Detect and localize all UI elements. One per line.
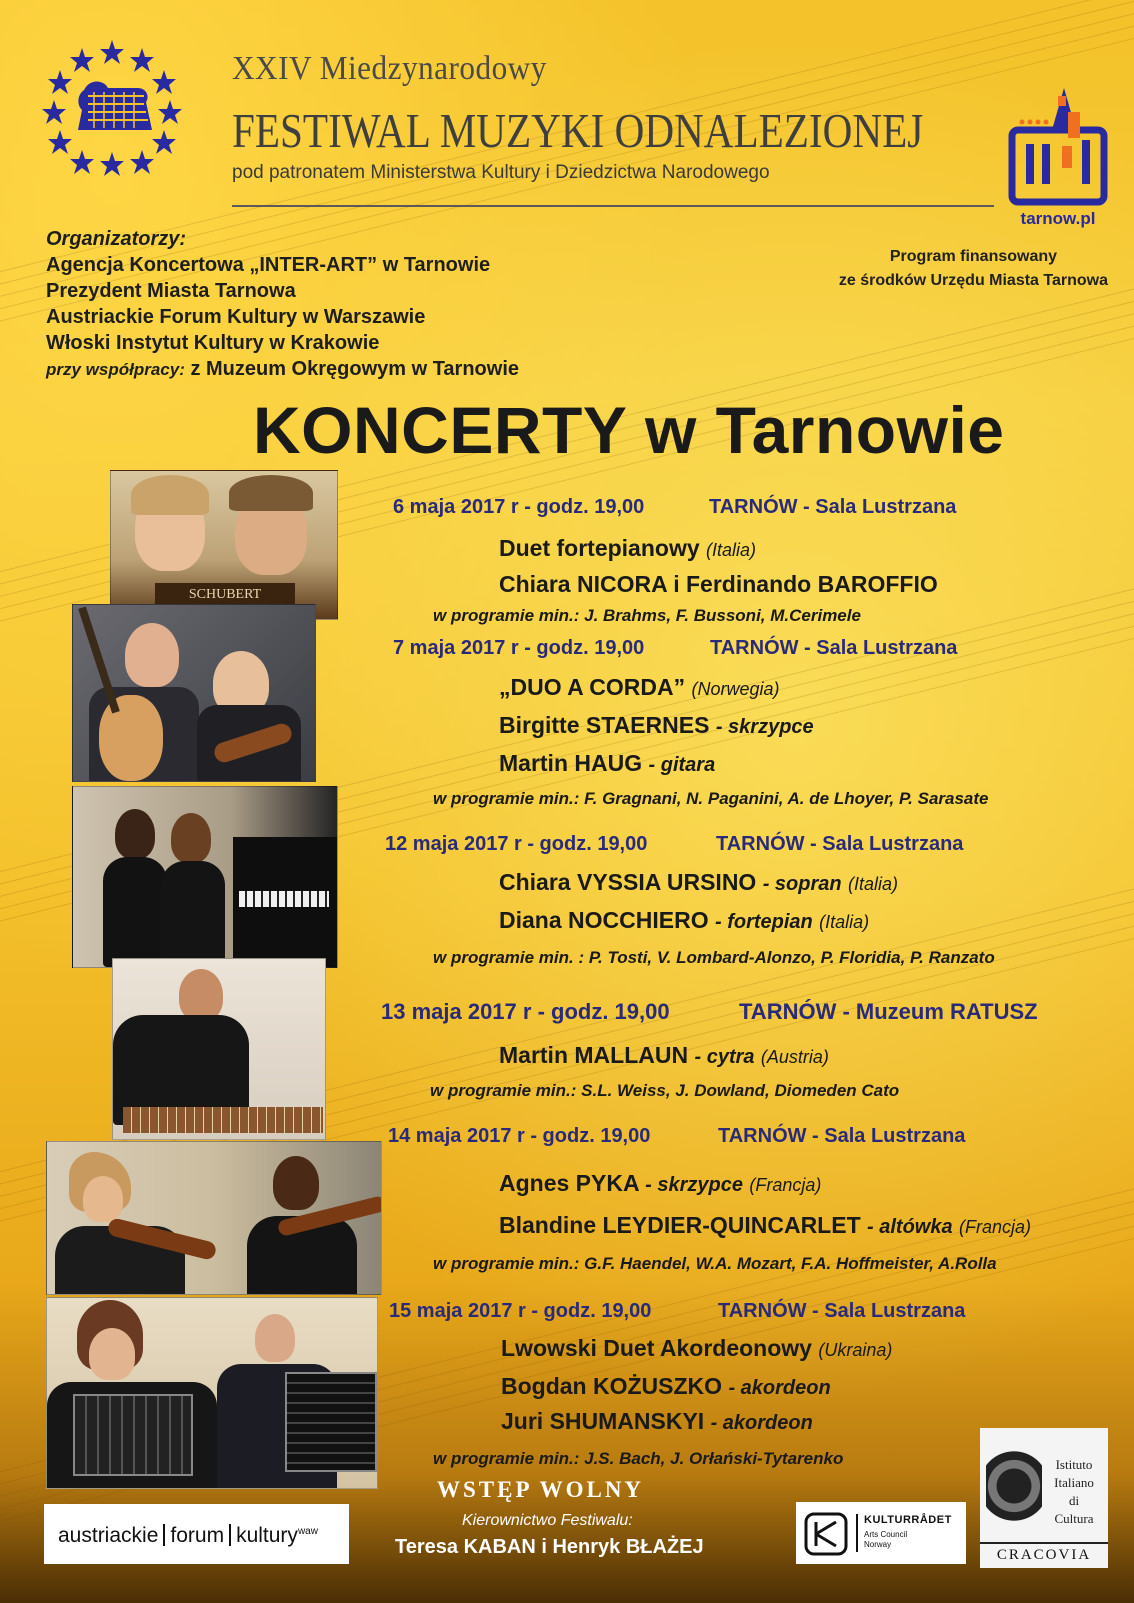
kulturradet-name: KULTURRÅDET <box>864 1514 952 1526</box>
kulturradet-icon <box>804 1512 848 1556</box>
performer-line <box>499 674 780 701</box>
performer-role: - fortepian <box>714 911 813 933</box>
performer-role: - cytra <box>694 1046 755 1068</box>
performer-line <box>499 535 756 562</box>
tarnow-logo-text: tarnow.pl <box>1020 209 1096 228</box>
performer-country: (Italia) <box>848 874 899 894</box>
istituto-line: Cultura <box>1054 1511 1094 1526</box>
schubert-label: SCHUBERT <box>155 583 295 607</box>
photo-soprano-piano <box>72 786 338 968</box>
cooperation-text: z Muzeum Okręgowym w Tarnowie <box>190 358 520 380</box>
performer-name: Blandine LEYDIER-QUINCARLET <box>499 1212 861 1238</box>
logo-word: waw <box>297 1526 318 1537</box>
event-date: 12 maja 2017 r - godz. 19,00 <box>385 833 648 855</box>
performer-name: Duet fortepianowy <box>499 535 700 561</box>
festival-direction-names: Teresa KABAN i Henryk BŁAŻEJ <box>395 1536 704 1558</box>
festival-edition: XXIV Miedzynarodowy <box>232 50 547 87</box>
performer-line <box>501 1408 813 1435</box>
logo-word: forum <box>170 1524 225 1547</box>
festival-stars-logo <box>42 38 182 178</box>
istituto-line: Italiano <box>1054 1475 1094 1490</box>
performer-line <box>501 1373 831 1400</box>
festival-name: FESTIWAL MUZYKI ODNALEZIONEJ <box>232 103 924 158</box>
istituto-italiano-logo <box>980 1428 1108 1568</box>
performer-role: - akordeon <box>710 1412 813 1434</box>
performer-country: (Italia) <box>706 540 757 560</box>
performer-line <box>499 1212 1031 1239</box>
event-date: 15 maja 2017 r - godz. 19,00 <box>389 1300 652 1322</box>
performer-name: Diana NOCCHIERO <box>499 907 709 933</box>
performer-name: „DUO A CORDA” <box>499 674 686 700</box>
tarnow-city-logo <box>1008 84 1108 232</box>
performer-country: (Francja) <box>958 1217 1031 1237</box>
photo-duo-piano <box>110 470 338 620</box>
organizer-item: Prezydent Miasta Tarnowa <box>46 280 296 302</box>
performer-name: Martin MALLAUN <box>499 1042 689 1068</box>
kulturradet-logo <box>796 1502 966 1564</box>
event-date: 13 maja 2017 r - godz. 19,00 <box>381 999 670 1024</box>
performer-country: (Norwegia) <box>691 679 780 699</box>
event-date <box>393 496 644 519</box>
event-venue: TARNÓW - Sala Lustrzana <box>718 1300 966 1322</box>
performer-country: (Ukraina) <box>818 1340 893 1360</box>
performer-country: (Francja) <box>749 1175 822 1195</box>
performer-line <box>499 907 869 934</box>
performer-name: Birgitte STAERNES <box>499 712 710 738</box>
logo-word: austriackie <box>58 1524 159 1547</box>
event-venue: TARNÓW - Sala Lustrzana <box>718 1125 966 1147</box>
performer-role: - sopran <box>762 873 842 895</box>
organizer-item: Austriackie Forum Kultury w Warszawie <box>46 306 426 328</box>
performer-line <box>499 869 898 896</box>
logo-word: kultury <box>236 1524 298 1547</box>
istituto-emblem-icon <box>986 1436 1042 1536</box>
main-title: KONCERTY w Tarnowie <box>253 393 1005 467</box>
instruments-icon <box>78 82 152 131</box>
istituto-city: CRACOVIA <box>980 1542 1108 1564</box>
event-venue: TARNÓW - Sala Lustrzana <box>710 637 958 659</box>
istituto-text <box>1044 1456 1104 1528</box>
event-program: w programie min.: J.S. Bach, J. Orłański-Tytarenko <box>433 1449 844 1468</box>
performer-line <box>499 571 938 598</box>
cooperation-line <box>46 356 519 383</box>
performer-role: - skrzypce <box>715 716 814 738</box>
event-venue: TARNÓW - Sala Lustrzana <box>716 833 964 855</box>
event-program: w programie min.: F. Gragnani, N. Paganini, A. de Lhoyer, P. Sarasate <box>433 789 989 808</box>
event-program: w programie min.: G.F. Haendel, W.A. Mozart, F.A. Hoffmeister, A.Rolla <box>433 1254 997 1273</box>
festival-direction-label: Kierownictwo Festiwalu: <box>462 1512 633 1529</box>
cooperation-label: przy współpracy: <box>46 360 185 379</box>
event-date-text: 6 maja 2017 r - godz. 19,00 <box>393 496 645 518</box>
performer-line <box>499 750 715 777</box>
organizer-item: Agencja Koncertowa „INTER-ART” w Tarnowie <box>46 254 491 276</box>
performer-country: (Italia) <box>819 912 870 932</box>
organizers-label: Organizatorzy: <box>46 228 187 250</box>
performer-line <box>501 1335 892 1362</box>
performer-name: Chiara NICORA i Ferdinando BAROFFIO <box>499 571 938 597</box>
performer-role: - akordeon <box>728 1377 831 1399</box>
istituto-line: di <box>1068 1493 1080 1508</box>
funding-line: Program finansowany <box>889 248 1058 265</box>
event-date: 7 maja 2017 r - godz. 19,00 <box>393 637 645 659</box>
photo-violin-viola <box>46 1141 382 1295</box>
performer-country: (Austria) <box>760 1047 829 1067</box>
performer-name: Martin HAUG <box>499 750 643 776</box>
event-venue: TARNÓW - Muzeum RATUSZ <box>739 999 1038 1024</box>
event-program: w programie min. : P. Tosti, V. Lombard-Alonzo, P. Floridia, P. Ranzato <box>433 948 995 967</box>
performer-line <box>499 712 814 739</box>
free-admission: WSTĘP WOLNY <box>437 1477 645 1502</box>
organizer-item: Włoski Instytut Kultury w Krakowie <box>46 332 380 354</box>
performer-role: - gitara <box>648 754 716 776</box>
organizers-block <box>46 226 519 383</box>
performer-name: Bogdan KOŻUSZKO <box>501 1373 723 1399</box>
event-program: w programie min.: J. Brahms, F. Bussoni, M.Cerimele <box>433 606 861 625</box>
performer-name: Juri SHUMANSKYI <box>501 1408 705 1434</box>
event-date: 14 maja 2017 r - godz. 19,00 <box>388 1125 651 1147</box>
performer-line <box>499 1042 829 1069</box>
funding-note <box>839 245 1108 293</box>
performer-role: - skrzypce <box>645 1174 743 1196</box>
funding-line: ze środków Urzędu Miasta Tarnowa <box>838 272 1108 289</box>
kulturradet-sub: Arts Council <box>864 1530 908 1539</box>
kulturradet-sub: Norway <box>864 1540 892 1549</box>
performer-name: Chiara VYSSIA URSINO <box>499 869 757 895</box>
istituto-line: Istituto <box>1055 1457 1093 1472</box>
header-divider <box>232 205 994 207</box>
photo-duo-a-corda <box>72 604 316 782</box>
performer-name: Agnes PYKA <box>499 1170 639 1196</box>
photo-accordion-duo <box>46 1297 378 1489</box>
photo-zither <box>112 958 326 1140</box>
austrian-cultural-forum-logo <box>44 1504 349 1564</box>
event-program: w programie min.: S.L. Weiss, J. Dowland, Diomeden Cato <box>430 1081 900 1100</box>
performer-line <box>499 1170 821 1197</box>
event-venue: TARNÓW - Sala Lustrzana <box>709 496 957 518</box>
performer-name: Lwowski Duet Akordeonowy <box>501 1335 812 1361</box>
performer-role: - altówka <box>867 1216 953 1238</box>
festival-patronage: pod patronatem Ministerstwa Kultury i Dziedzictwa Narodowego <box>232 162 770 183</box>
